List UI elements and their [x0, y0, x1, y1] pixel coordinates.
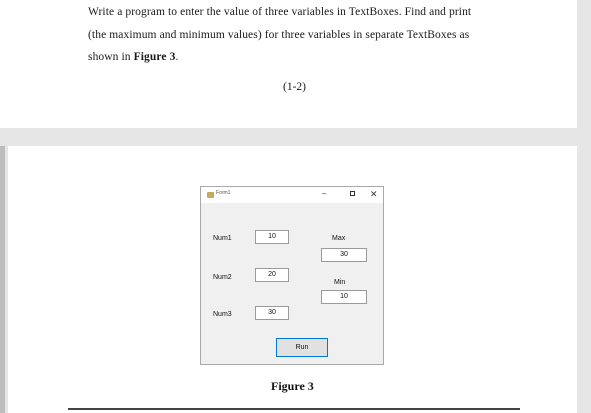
- question-line-3: [88, 51, 178, 63]
- run-button[interactable]: Run: [276, 338, 328, 357]
- max-textbox[interactable]: 30: [321, 248, 367, 262]
- form-title: Form1: [216, 190, 231, 196]
- max-label: Max: [332, 235, 346, 242]
- num1-textbox[interactable]: 10: [255, 230, 289, 244]
- num2-textbox[interactable]: 20: [255, 268, 289, 282]
- section-number: (1-2): [283, 81, 306, 93]
- question-line-3-prefix: shown in: [88, 51, 134, 63]
- bottom-divider: [68, 408, 520, 410]
- scroll-divider: [0, 146, 5, 413]
- question-line-2: (the maximum and minimum values) for three variables in separate TextBoxes as: [88, 29, 470, 41]
- min-textbox[interactable]: 10: [321, 290, 367, 304]
- num1-label: Num1: [213, 235, 232, 242]
- question-line-3-suffix: .: [175, 51, 179, 63]
- min-label: Min: [334, 279, 346, 286]
- num3-textbox[interactable]: 30: [255, 306, 289, 320]
- minimize-icon[interactable]: –: [322, 189, 327, 198]
- question-card: [0, 0, 577, 128]
- windows-form: [200, 186, 384, 365]
- form-titlebar[interactable]: [201, 187, 383, 203]
- num3-label: Num3: [213, 311, 232, 318]
- maximize-icon[interactable]: [350, 191, 355, 196]
- figure-caption: Figure 3: [271, 379, 314, 393]
- num2-label: Num2: [213, 274, 232, 281]
- question-line-1: Write a program to enter the value of three variables in TextBoxes. Find and print: [88, 6, 472, 18]
- figure-reference: Figure 3: [133, 51, 176, 63]
- app-icon: [207, 192, 214, 198]
- close-icon[interactable]: ✕: [370, 189, 378, 199]
